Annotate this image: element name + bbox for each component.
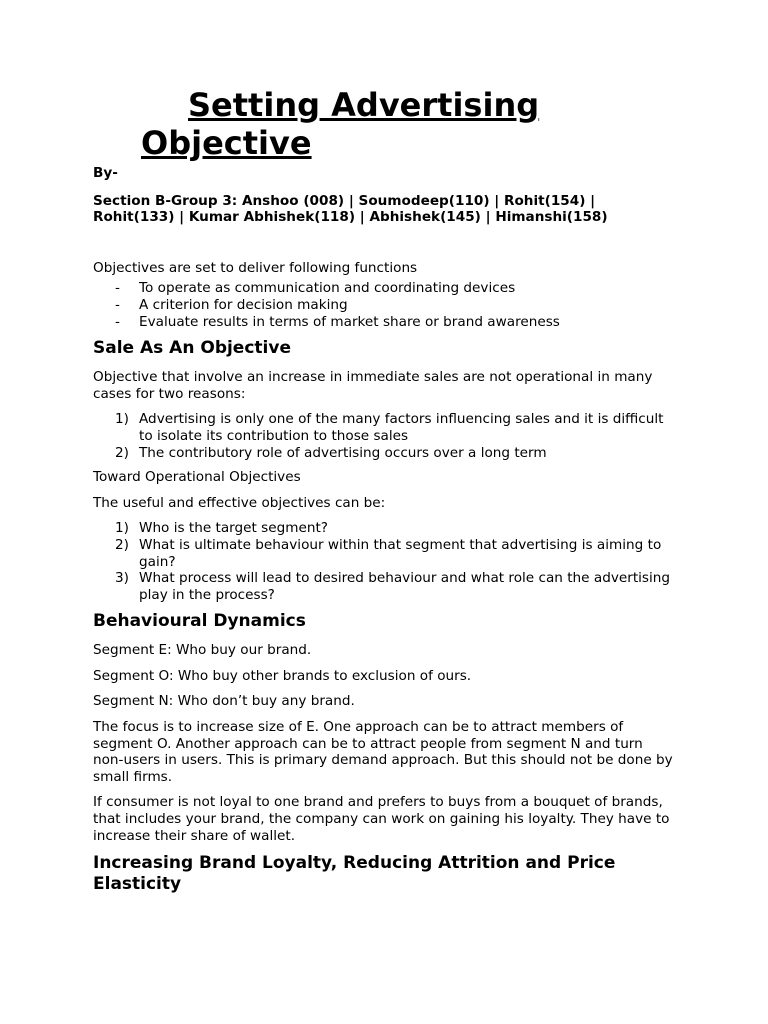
segment-o-text: Segment O: Who buy other brands to exclusion of ours. [93,667,472,684]
dash-marker: - [115,313,120,330]
list-item: 3) What process will lead to desired behaviour and what role can the advertising play in the process? [115,570,671,603]
list-item: - Evaluate results in terms of market share or brand awareness [115,313,560,330]
focus-paragraph: The focus is to increase size of E. One approach can be to attract members of segment O. Another approach can be to attract people from segment N and turn non-users in users. This is primary demand approach. But this should not be done by small firms. [93,719,673,785]
dash-marker: - [115,296,120,313]
title-line-1: Setting Advertising [188,86,540,124]
list-item: 1) Who is the target segment? [115,520,328,537]
intro-text: Objectives are set to deliver following functions [93,259,418,276]
toward-operational-text: Toward Operational Objectives [93,469,301,486]
list-item: 2) The contributory role of advertising occurs over a long term [115,444,547,461]
useful-objectives-text: The useful and effective objectives can be: [93,494,386,511]
list-item: - A criterion for decision making [115,296,348,313]
document-title [0,86,768,162]
list-item: - To operate as communication and coordinating devices [115,280,516,297]
section-heading-behavioural: Behavioural Dynamics [93,611,306,632]
segment-e-text: Segment E: Who buy our brand. [93,642,312,659]
segment-n-text: Segment N: Who don’t buy any brand. [93,693,355,710]
objectives-list [93,520,673,603]
list-item: 1) Advertising is only one of the many factors influencing sales and it is difficult to isolate its contribution to those sales [115,411,664,444]
section-heading-increasing: Increasing Brand Loyalty, Reducing Attrition and Price Elasticity [93,853,616,895]
functions-list [93,280,673,330]
authors-line: Section B-Group 3: Anshoo (008) | Soumodeep(110) | Rohit(154) | Rohit(133) | Kumar Abhishek(118) | Abhishek(145) | Himanshi(158) [93,192,608,226]
by-label: By- [93,165,118,181]
loyalty-paragraph: If consumer is not loyal to one brand and prefers to buys from a bouquet of brands, that includes your brand, the company can work on gaining his loyalty. They have to increase their share of wallet. [93,794,670,844]
sale-paragraph: Objective that involve an increase in immediate sales are not operational in many cases for two reasons: [93,369,653,402]
dash-marker: - [115,280,120,297]
reasons-list [93,411,673,461]
list-item: 2) What is ultimate behaviour within that segment that advertising is aiming to gain? [115,536,662,570]
document-body [93,165,673,905]
section-heading-sale: Sale As An Objective [93,338,291,359]
title-line-2: Objective [141,124,312,162]
